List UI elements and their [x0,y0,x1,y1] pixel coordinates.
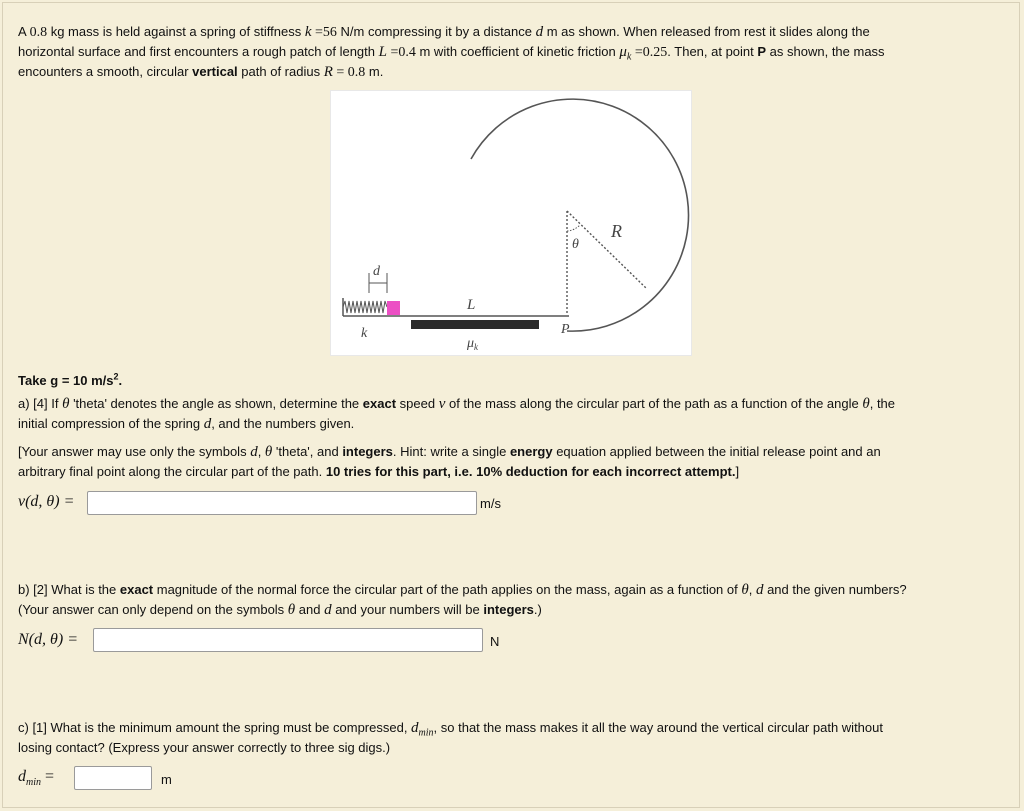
part-a-answer-label: v(d, θ) = [18,493,75,510]
problem-line-1: A 0.8 kg mass is held against a spring of stiffness k =56 N/m compressing it by a distance d m as shown. When released from rest it slides along the [18,24,870,40]
circular-track [471,99,689,331]
part-a-line-2: initial compression of the spring d, and the numbers given. [18,416,355,432]
problem-line-2: horizontal surface and first encounters a rough patch of length L =0.4 m with coefficient of kinetic friction $\mu_k =0.25$. Then, at point P as shown, the mass [18,44,885,63]
label-theta: θ [572,237,579,252]
label-R: R [611,221,622,241]
part-c-line-2: losing contact? (Express your answer correctly to three sig digs.) [18,740,391,755]
label-k: k [361,326,368,341]
part-b-answer-input[interactable] [93,628,483,652]
part-c-answer-label: $d_{min}$ = [18,768,55,789]
spring [343,301,387,313]
part-b-line-1: b) [2] What is the exact magnitude of the normal force the circular part of the path applies on the mass, again as a function of θ, d and the given numbers? [18,582,907,598]
physics-diagram [330,90,692,356]
part-b-line-2: (Your answer can only depend on the symbols θ and d and your numbers will be integers.) [18,602,542,618]
part-b-unit: N [490,634,500,649]
take-g-line: Take g = 10 $m/s^2$. [18,372,123,389]
label-d: d [373,264,380,279]
part-a-line-1: a) [4] If θ 'theta' denotes the angle as shown, determine the exact speed v of the mass along the circular part of the path as a function of the angle θ, the [18,396,896,412]
part-b-answer-label: N(d, θ) = [18,631,78,648]
label-P: P [561,322,570,337]
theta-arc [567,225,580,231]
part-a-line-3: [Your answer may use only the symbols d, θ 'theta', and integers. Hint: write a single energy equation applied between the initial release point and an [18,444,881,460]
label-L: L [467,297,476,313]
part-a-unit: m/s [480,496,501,511]
mass-block [387,301,400,315]
part-a-line-4: arbitrary final point along the circular part of the path. 10 tries for this part, i.e. 10% deduction for each incorrect attempt.] [18,464,740,479]
problem-line-3: encounters a smooth, circular vertical path of radius R = 0.8 m. [18,64,384,80]
angled-radius-dashed [567,211,647,289]
label-mu: $\mu_k$ [467,336,479,352]
diagram-svg [331,91,693,357]
part-a-answer-input[interactable] [87,491,477,515]
part-c-line-1: c) [1] What is the minimum amount the spring must be compressed, $d_{min}$, so that the mass makes it all the way around the vertical circular path without [18,720,883,739]
part-c-answer-input[interactable] [74,766,152,790]
part-c-unit: m [161,772,172,787]
rough-patch [411,320,539,329]
